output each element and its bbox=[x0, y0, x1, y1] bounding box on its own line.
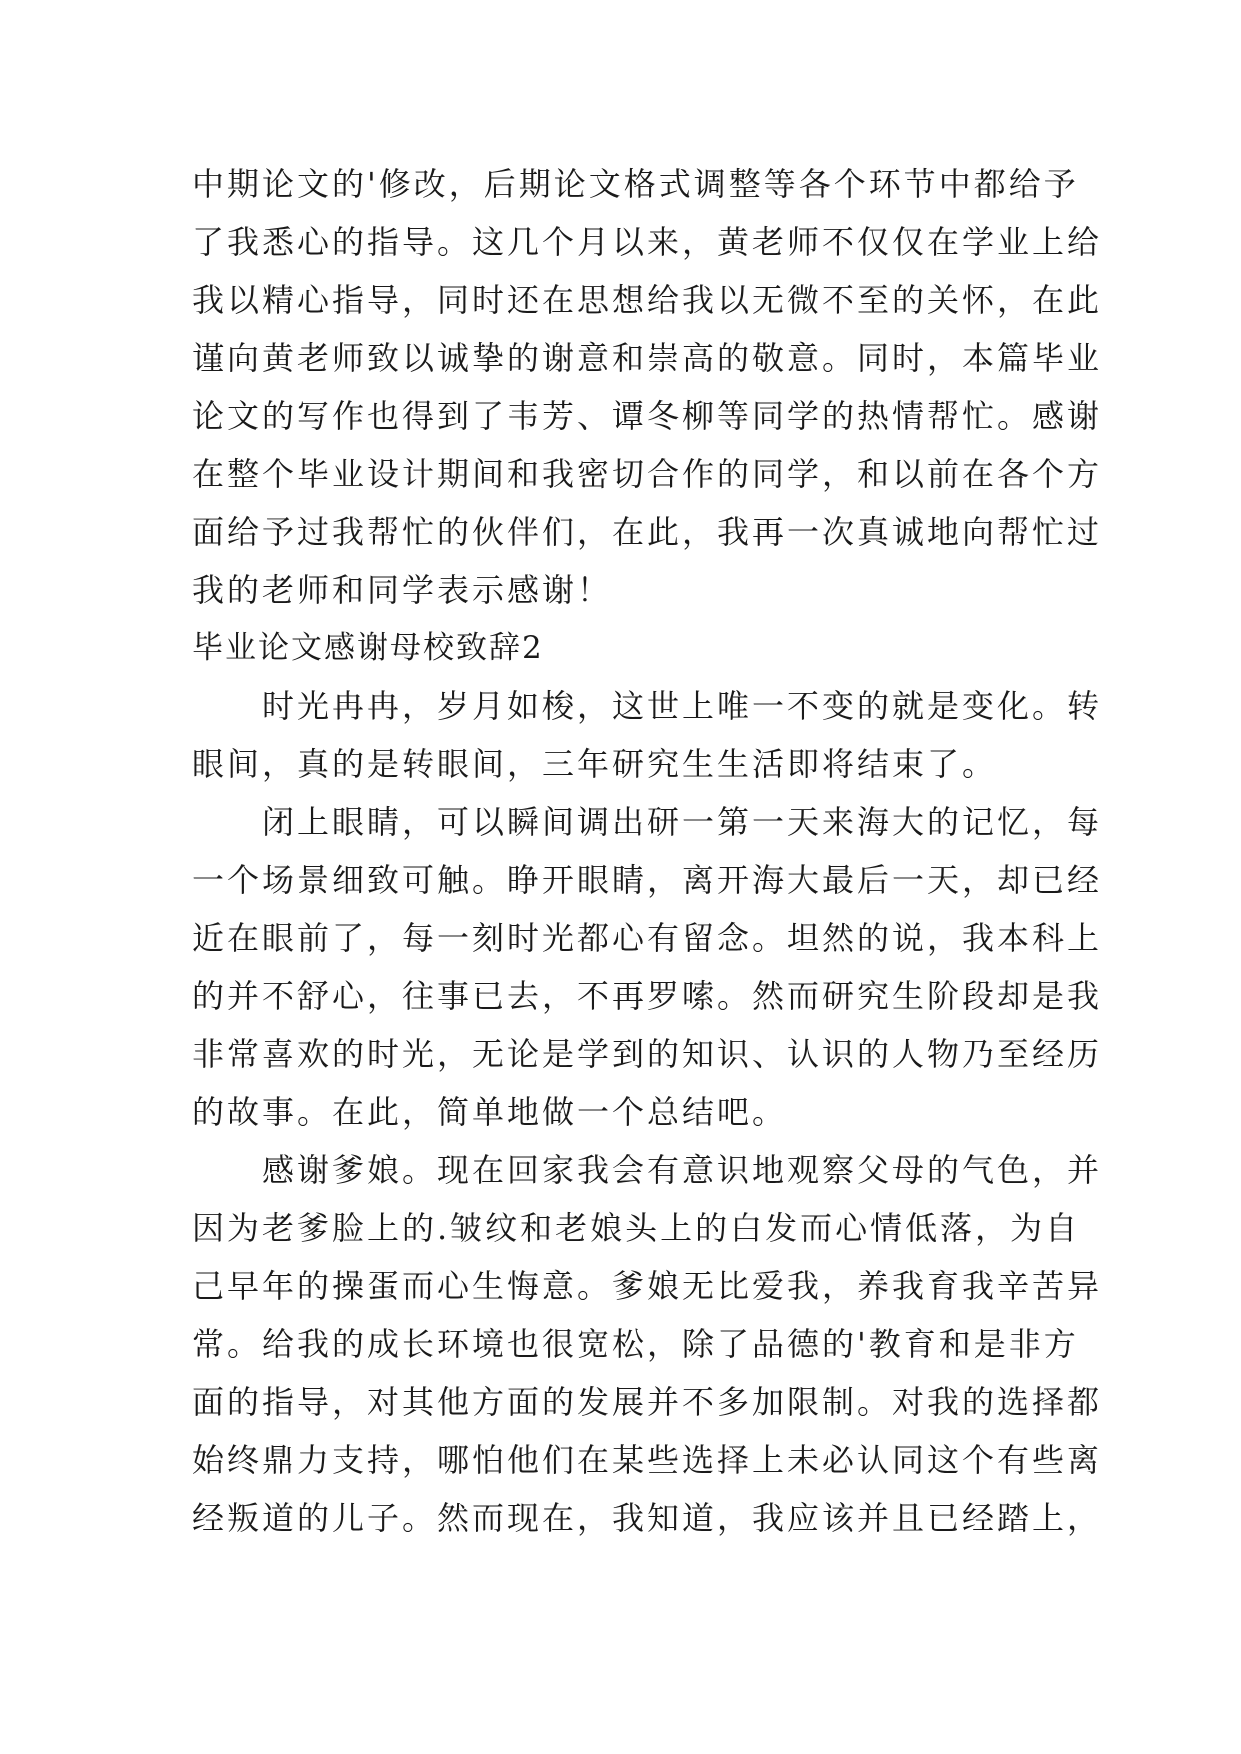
text-line: 面给予过我帮忙的伙伴们，在此，我再一次真诚地向帮忙过 bbox=[192, 513, 1103, 551]
text-line: 中期论文的'修改，后期论文格式调整等各个环节中都给予 bbox=[192, 165, 1079, 203]
text-line: 在整个毕业设计期间和我密切合作的同学，和以前在各个方 bbox=[192, 455, 1103, 493]
text-line: 的故事。在此，简单地做一个总结吧。 bbox=[192, 1093, 788, 1131]
text-line: 时光冉冉，岁月如梭，这世上唯一不变的就是变化。转 bbox=[192, 687, 1103, 725]
text-line: 始终鼎力支持，哪怕他们在某些选择上未必认同这个有些离 bbox=[192, 1441, 1103, 1479]
text-line: 经叛道的儿子。然而现在，我知道，我应该并且已经踏上， bbox=[192, 1499, 1103, 1537]
text-line: 闭上眼睛，可以瞬间调出研一第一天来海大的记忆，每 bbox=[192, 803, 1103, 841]
text-line: 近在眼前了，每一刻时光都心有留念。坦然的说，我本科上 bbox=[192, 919, 1103, 957]
text-line: 我的老师和同学表示感谢！ bbox=[192, 571, 613, 609]
text-line: 非常喜欢的时光，无论是学到的知识、认识的人物乃至经历 bbox=[192, 1035, 1103, 1073]
text-line: 感谢爹娘。现在回家我会有意识地观察父母的气色，并 bbox=[192, 1151, 1103, 1189]
text-line: 眼间，真的是转眼间，三年研究生生活即将结束了。 bbox=[192, 745, 998, 783]
text-line: 面的指导，对其他方面的发展并不多加限制。对我的选择都 bbox=[192, 1383, 1103, 1421]
text-line: 论文的写作也得到了韦芳、谭冬柳等同学的热情帮忙。感谢 bbox=[192, 397, 1103, 435]
text-line: 了我悉心的指导。这几个月以来，黄老师不仅仅在学业上给 bbox=[192, 223, 1103, 261]
text-line: 因为老爹脸上的.皱纹和老娘头上的白发而心情低落，为自 bbox=[192, 1209, 1081, 1247]
text-line: 己早年的操蛋而心生悔意。爹娘无比爱我，养我育我辛苦异 bbox=[192, 1267, 1103, 1305]
text-line: 的并不舒心，往事已去，不再罗嗦。然而研究生阶段却是我 bbox=[192, 977, 1103, 1015]
text-line: 谨向黄老师致以诚挚的谢意和崇高的敬意。同时，本篇毕业 bbox=[192, 339, 1103, 377]
text-line: 常。给我的成长环境也很宽松，除了品德的'教育和是非方 bbox=[192, 1325, 1079, 1363]
document-body bbox=[192, 155, 1103, 1547]
text-line: 我以精心指导，同时还在思想给我以无微不至的关怀，在此 bbox=[192, 281, 1103, 319]
section-heading: 毕业论文感谢母校致辞2 bbox=[192, 630, 544, 666]
text-line: 一个场景细致可触。睁开眼睛，离开海大最后一天，却已经 bbox=[192, 861, 1103, 899]
